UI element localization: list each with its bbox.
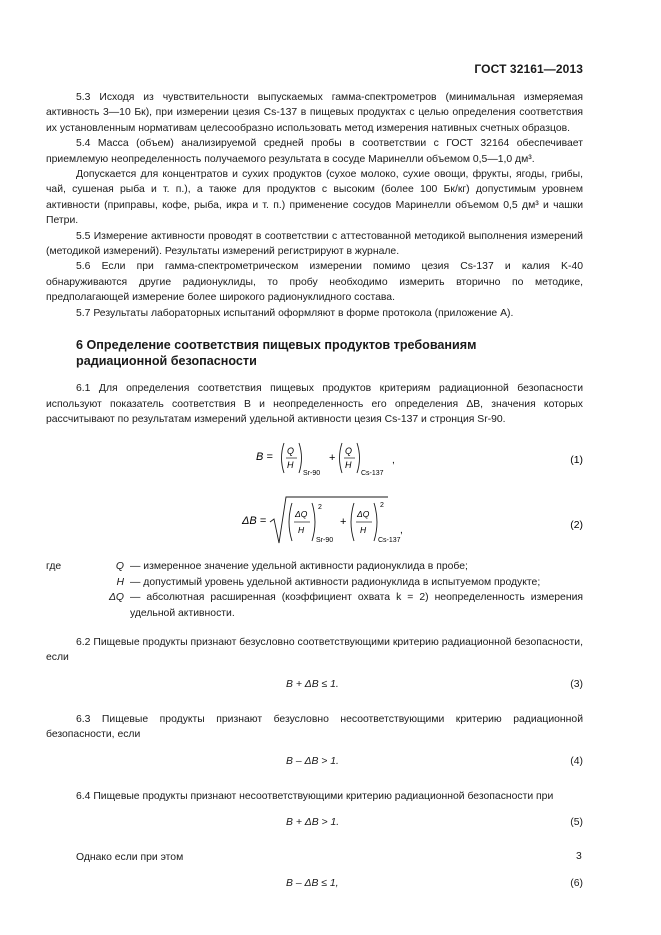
formula-2-svg — [46, 491, 583, 549]
paragraph-6-3: 6.3 Пищевые продукты признают безусловно несоответствующими критерию радиационной безопасности, если — [46, 713, 583, 741]
formula-1-num-2: Q — [345, 446, 353, 457]
legend-item-h — [46, 575, 583, 590]
formula-5 — [46, 810, 583, 834]
paragraph-5-7: 5.7 Результаты лабораторных испытаний оформляют в форме протокола (приложение А). — [76, 307, 514, 319]
formula-6-expr: B – ΔB ≤ 1, — [286, 878, 339, 890]
formula-1-tail: , — [392, 455, 395, 467]
formula-1-paren-right-2 — [357, 443, 360, 473]
formula-2-sub-2: Cs-137 — [378, 537, 401, 545]
formula-2-exp-1: 2 — [318, 504, 322, 512]
formula-1-lhs: B = — [256, 451, 273, 464]
legend-symbol: H — [116, 576, 124, 588]
paragraph-5-4-allowance: Допускается для концентратов и сухих продуктов (сухое молоко, сухие овощи, фрукты, ягоды, грибы, чай, сушеная рыба и т. п.), а также для продуктов с высоким (более 100 Бк/кг) допустимым уровнем активности (приправы, кофе, рыба, икра и т. п.) применение сосудов Маринелли объемом 0,5 дм³ и чашки Петри. — [46, 169, 583, 227]
formula-2-tail: , — [400, 525, 403, 537]
formula-2-lhs: ΔB = — [242, 515, 267, 528]
legend-text: — допустимый уровень удельной активности радионуклида в испытуемом продукте; — [130, 576, 541, 588]
paragraph-6-2: 6.2 Пищевые продукты признают безусловно соответствующими критерию радиационной безопасности, если — [46, 636, 583, 664]
section-6-heading — [76, 337, 583, 369]
formula-1-num-1: Q — [287, 446, 295, 457]
formula-2-number: (2) — [570, 520, 583, 532]
formula-1-sub-1: Sr-90 — [303, 470, 321, 478]
formula-1-paren-left-2 — [340, 443, 343, 473]
formula-3-expr: B + ΔB ≤ 1. — [286, 678, 339, 690]
legend-text: — абсолютная расширенная (коэффициент охвата k = 2) неопределенность измерения удельной активности. — [130, 592, 583, 619]
formula-2-exp-2: 2 — [380, 502, 384, 510]
formula-6 — [46, 871, 583, 895]
formula-1-den-2: H — [345, 460, 352, 471]
formula-1-paren-right-1 — [299, 443, 302, 473]
document-code: ГОСТ 32161—2013 — [474, 62, 583, 76]
formula-3 — [46, 672, 583, 696]
paragraph-5-3: 5.3 Исходя из чувствительности выпускаемых гамма-спектрометров (минимальная измеряемая активность 3—10 Бк), при измерении цезия Cs-137 в пищевых продуктах с целью определения соответствия их установленным нормативам целесообразно использовать метод измерения нативных счетных образцов. — [46, 92, 583, 134]
formula-2-num-1: ΔQ — [295, 509, 308, 520]
legend-text: — измеренное значение удельной активности радионуклида в пробе; — [130, 561, 468, 573]
paragraph-6-4: 6.4 Пищевые продукты признают несоответствующими критерию радиационной безопасности при — [76, 790, 554, 802]
formula-1-den-1: H — [287, 460, 294, 471]
legend-symbol: ΔQ — [108, 592, 124, 604]
formula-4-expr: B – ΔB > 1. — [286, 755, 339, 767]
page-number: 3 — [576, 851, 582, 862]
formula-2-den-1: H — [298, 525, 305, 536]
paragraph-5-6: 5.6 Если при гамма-спектрометрическом измерении помимо цезия Cs-137 и калия K-40 обнаруживаются другие радионуклиды, то пробу необходимо измерить вторично по методике, предполагающей измерение более широкого радионуклидного состава. — [46, 261, 583, 304]
formula-1-plus: + — [329, 452, 336, 465]
formula-5-number: (5) — [570, 816, 583, 828]
formula-5-expr: B + ΔB > 1. — [286, 816, 340, 828]
page-body — [46, 90, 583, 901]
formula-1-paren-left-1 — [282, 443, 285, 473]
formula-2-sub-1: Sr-90 — [316, 537, 334, 545]
formula-2-paren-left-2 — [351, 503, 354, 541]
formula-6-number: (6) — [570, 878, 583, 890]
formula-2-paren-right-2 — [374, 503, 377, 541]
formula-1-sub-2: Cs-137 — [361, 470, 384, 478]
formula-2-plus: + — [340, 516, 347, 529]
paragraph-however: Однако если при этом — [76, 851, 184, 863]
formula-1 — [46, 435, 583, 481]
legend-word: где — [46, 561, 62, 573]
section-6-heading-line2: радиационной безопасности — [76, 354, 257, 369]
paragraph-5-4: 5.4 Масса (объем) анализируемой средней пробы в соответствии с ГОСТ 32164 обеспечивает приемлемую неопределенность получаемого результата в сосуде Маринелли объемом 0,5—1,0 дм³. — [46, 138, 583, 165]
formula-1-svg — [46, 435, 583, 481]
legend-item-dq — [46, 590, 583, 621]
formula-2-paren-right-1 — [312, 503, 315, 541]
formula-2-num-2: ΔQ — [357, 509, 370, 520]
legend-item-q — [46, 559, 583, 574]
paragraph-5-5: 5.5 Измерение активности проводят в соответствии с аттестованной методикой выполнения измерений (методикой измерений). Результаты измерений регистрируют в журнале. — [46, 230, 583, 258]
formula-2-paren-left-1 — [289, 503, 292, 541]
formula-3-number: (3) — [570, 678, 583, 690]
legend-block — [46, 559, 583, 621]
section-6-heading-line1: 6 Определение соответствия пищевых продуктов требованиям — [76, 338, 477, 353]
formula-2 — [46, 491, 583, 549]
formula-4-number: (4) — [570, 755, 583, 767]
formula-4 — [46, 749, 583, 773]
legend-symbol: Q — [115, 561, 124, 573]
formula-1-number: (1) — [570, 455, 583, 467]
formula-2-den-2: H — [360, 525, 367, 536]
paragraph-6-1: 6.1 Для определения соответствия пищевых продуктов критериям радиационной безопасности используют показатель соответствия B и неопределенность его определения ΔB, значения которых рассчитывают по результатам измерений удельной активности цезия Cs-137 и стронция Sr-90. — [46, 383, 583, 425]
